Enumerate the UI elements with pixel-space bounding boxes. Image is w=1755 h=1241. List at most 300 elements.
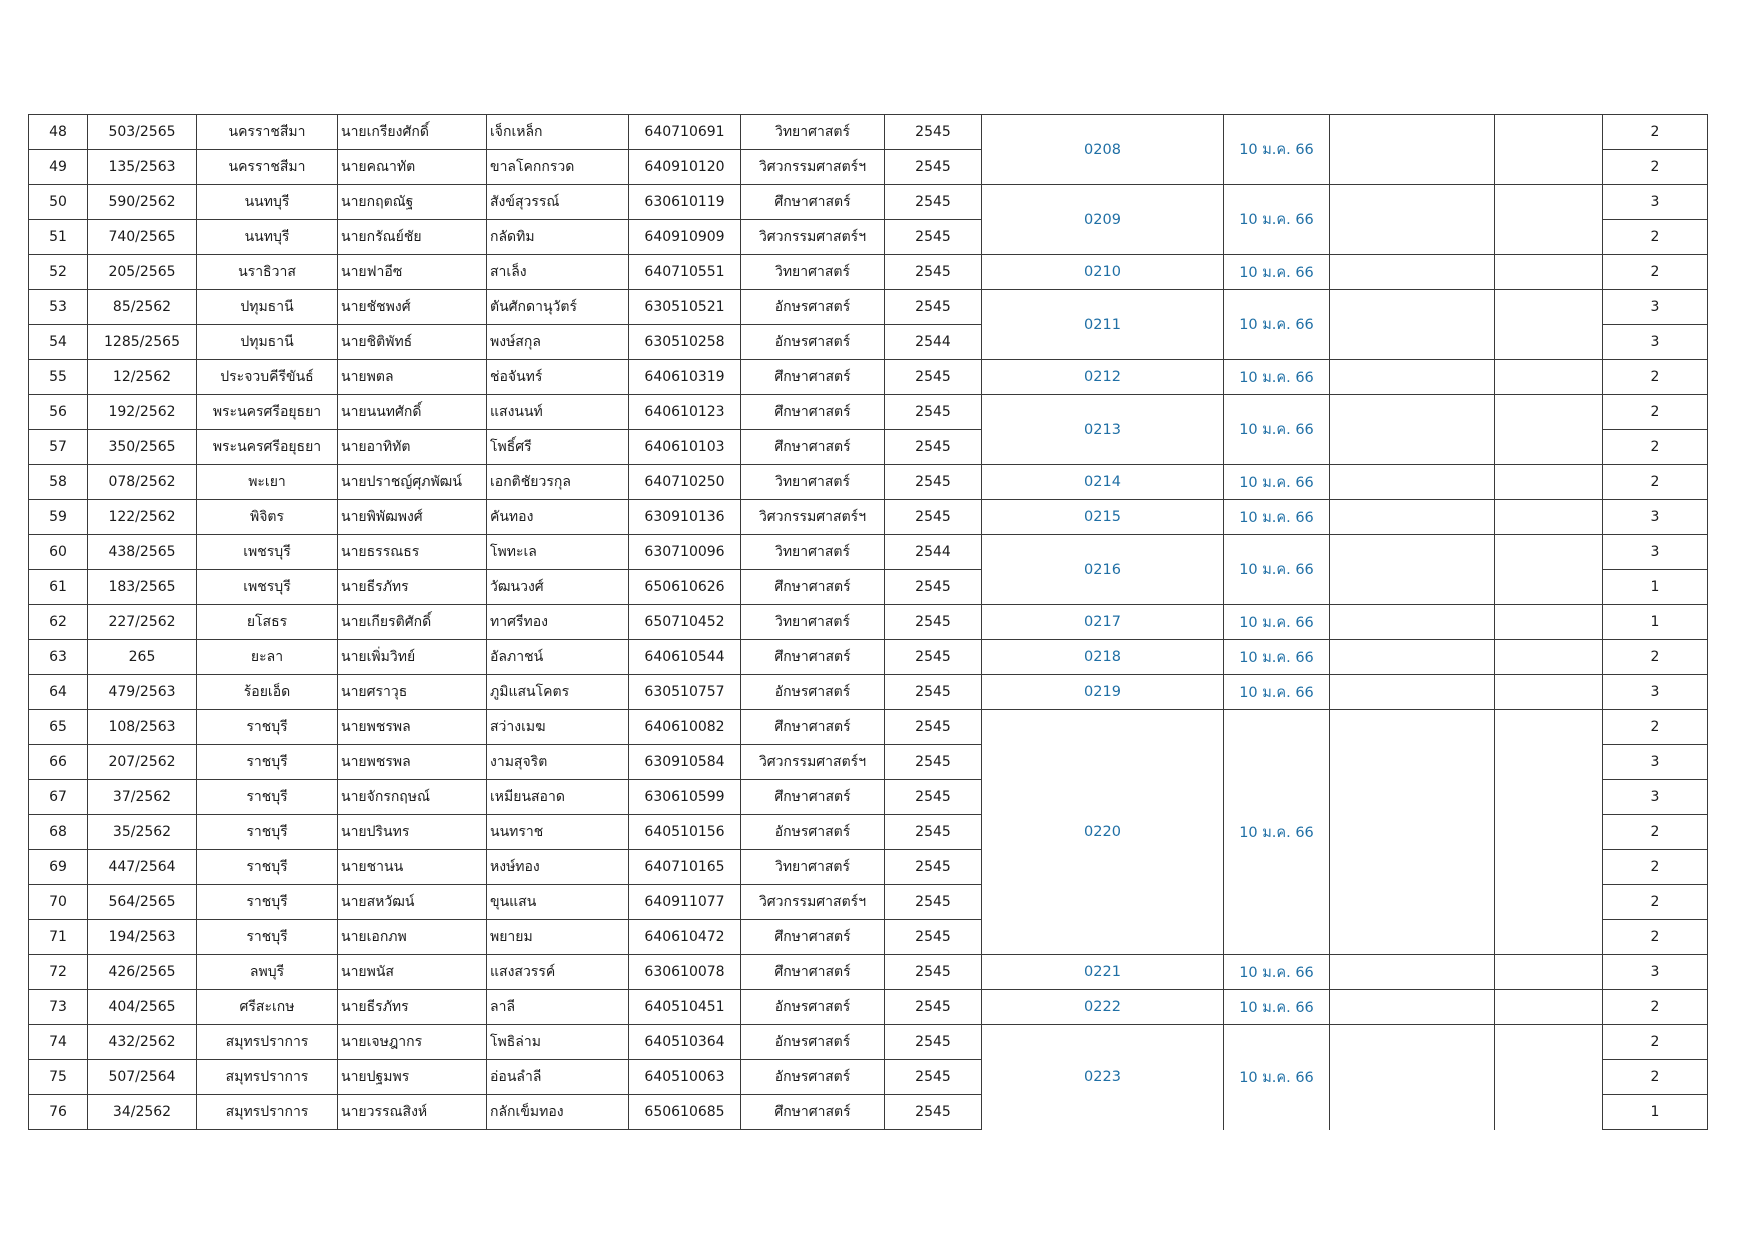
row-number-cell: 68 [29,815,88,850]
credit-cell: 3 [1603,290,1708,325]
blank-cell-a [1330,535,1495,605]
group-date-cell: 10 ม.ค. 66 [1224,675,1330,710]
group-date-cell: 10 ม.ค. 66 [1224,395,1330,465]
student-id-cell: 640710165 [629,850,741,885]
first-name-cell: นายปราชญ์ศุภพัฒน์ [338,465,487,500]
row-number-cell: 55 [29,360,88,395]
reference-number-cell: 35/2562 [88,815,197,850]
blank-cell-b [1495,500,1603,535]
row-number-cell: 73 [29,990,88,1025]
reference-number-cell: 590/2562 [88,185,197,220]
student-id-cell: 640910909 [629,220,741,255]
province-cell: เพชรบุรี [197,535,338,570]
last-name-cell: ขุนแสน [487,885,629,920]
first-name-cell: นายธรรณธร [338,535,487,570]
row-number-cell: 74 [29,1025,88,1060]
group-date-cell: 10 ม.ค. 66 [1224,500,1330,535]
province-cell: ราชบุรี [197,885,338,920]
province-cell: ราชบุรี [197,745,338,780]
group-date-cell: 10 ม.ค. 66 [1224,640,1330,675]
blank-cell-a [1330,955,1495,990]
student-id-cell: 650710452 [629,605,741,640]
faculty-cell: ศึกษาศาสตร์ [741,640,885,675]
last-name-cell: ขาลโคกกรวด [487,150,629,185]
row-number-cell: 59 [29,500,88,535]
province-cell: นครราชสีมา [197,150,338,185]
group-date-cell: 10 ม.ค. 66 [1224,290,1330,360]
province-cell: สมุทรปราการ [197,1060,338,1095]
reference-number-cell: 432/2562 [88,1025,197,1060]
table-row [29,465,1708,500]
first-name-cell: นายสหวัฒน์ [338,885,487,920]
credit-cell: 1 [1603,605,1708,640]
reference-number-cell: 350/2565 [88,430,197,465]
student-id-cell: 640510451 [629,990,741,1025]
birth-year-cell: 2545 [885,570,982,605]
province-cell: นราธิวาส [197,255,338,290]
group-code-cell: 0222 [982,990,1224,1025]
student-id-cell: 640910120 [629,150,741,185]
faculty-cell: ศึกษาศาสตร์ [741,395,885,430]
reference-number-cell: 37/2562 [88,780,197,815]
credit-cell: 3 [1603,955,1708,990]
row-number-cell: 52 [29,255,88,290]
row-number-cell: 58 [29,465,88,500]
row-number-cell: 67 [29,780,88,815]
group-date-cell: 10 ม.ค. 66 [1224,255,1330,290]
blank-cell-a [1330,395,1495,465]
birth-year-cell: 2545 [885,150,982,185]
province-cell: สมุทรปราการ [197,1095,338,1130]
province-cell: สมุทรปราการ [197,1025,338,1060]
last-name-cell: ตันศักดานุวัตร์ [487,290,629,325]
credit-cell: 2 [1603,150,1708,185]
reference-number-cell: 503/2565 [88,115,197,150]
birth-year-cell: 2545 [885,185,982,220]
birth-year-cell: 2545 [885,220,982,255]
province-cell: ศรีสะเกษ [197,990,338,1025]
credit-cell: 1 [1603,1095,1708,1130]
first-name-cell: นายเกียรติศักดิ์ [338,605,487,640]
student-roster-table [28,114,1708,1130]
faculty-cell: วิศวกรรมศาสตร์ฯ [741,885,885,920]
blank-cell-a [1330,115,1495,185]
blank-cell-b [1495,290,1603,360]
province-cell: ยโสธร [197,605,338,640]
birth-year-cell: 2545 [885,780,982,815]
blank-cell-b [1495,710,1603,955]
row-number-cell: 63 [29,640,88,675]
student-id-cell: 630610599 [629,780,741,815]
first-name-cell: นายเกรียงศักดิ์ [338,115,487,150]
faculty-cell: วิทยาศาสตร์ [741,605,885,640]
blank-cell-a [1330,710,1495,955]
student-id-cell: 640510063 [629,1060,741,1095]
blank-cell-a [1330,255,1495,290]
province-cell: ราชบุรี [197,920,338,955]
group-code-cell: 0208 [982,115,1224,185]
first-name-cell: นายชานน [338,850,487,885]
table-row [29,1025,1708,1060]
birth-year-cell: 2544 [885,325,982,360]
table-row [29,675,1708,710]
credit-cell: 3 [1603,535,1708,570]
row-number-cell: 76 [29,1095,88,1130]
reference-number-cell: 34/2562 [88,1095,197,1130]
reference-number-cell: 564/2565 [88,885,197,920]
birth-year-cell: 2545 [885,500,982,535]
group-code-cell: 0220 [982,710,1224,955]
birth-year-cell: 2545 [885,1025,982,1060]
student-id-cell: 640911077 [629,885,741,920]
last-name-cell: สว่างเมฆ [487,710,629,745]
first-name-cell: นายปรินทร [338,815,487,850]
first-name-cell: นายคณาทัต [338,150,487,185]
first-name-cell: นายธีรภัทร [338,990,487,1025]
blank-cell-b [1495,605,1603,640]
student-id-cell: 640610319 [629,360,741,395]
row-number-cell: 72 [29,955,88,990]
credit-cell: 2 [1603,465,1708,500]
province-cell: ลพบุรี [197,955,338,990]
first-name-cell: นายวรรณสิงห์ [338,1095,487,1130]
faculty-cell: วิทยาศาสตร์ [741,535,885,570]
blank-cell-a [1330,185,1495,255]
birth-year-cell: 2545 [885,850,982,885]
table-row [29,360,1708,395]
province-cell: ปทุมธานี [197,290,338,325]
blank-cell-b [1495,465,1603,500]
reference-number-cell: 194/2563 [88,920,197,955]
faculty-cell: อักษรศาสตร์ [741,675,885,710]
student-id-cell: 640610123 [629,395,741,430]
group-code-cell: 0212 [982,360,1224,395]
birth-year-cell: 2545 [885,885,982,920]
reference-number-cell: 122/2562 [88,500,197,535]
faculty-cell: วิทยาศาสตร์ [741,850,885,885]
faculty-cell: อักษรศาสตร์ [741,990,885,1025]
birth-year-cell: 2545 [885,290,982,325]
student-id-cell: 630510521 [629,290,741,325]
last-name-cell: เจ็กเหล็ก [487,115,629,150]
first-name-cell: นายเอกภพ [338,920,487,955]
reference-number-cell: 207/2562 [88,745,197,780]
credit-cell: 1 [1603,570,1708,605]
credit-cell: 3 [1603,325,1708,360]
faculty-cell: ศึกษาศาสตร์ [741,1095,885,1130]
faculty-cell: ศึกษาศาสตร์ [741,710,885,745]
province-cell: พิจิตร [197,500,338,535]
faculty-cell: วิศวกรรมศาสตร์ฯ [741,745,885,780]
first-name-cell: นายพิพัฒพงศ์ [338,500,487,535]
table-row [29,115,1708,150]
blank-cell-b [1495,360,1603,395]
credit-cell: 2 [1603,255,1708,290]
credit-cell: 2 [1603,885,1708,920]
group-code-cell: 0213 [982,395,1224,465]
last-name-cell: เหมียนสอาด [487,780,629,815]
province-cell: ราชบุรี [197,850,338,885]
blank-cell-b [1495,535,1603,605]
first-name-cell: นายพชรพล [338,745,487,780]
credit-cell: 2 [1603,430,1708,465]
student-id-cell: 640710250 [629,465,741,500]
reference-number-cell: 507/2564 [88,1060,197,1095]
reference-number-cell: 404/2565 [88,990,197,1025]
first-name-cell: นายธีรภัทร [338,570,487,605]
blank-cell-b [1495,955,1603,990]
first-name-cell: นายพชรพล [338,710,487,745]
birth-year-cell: 2545 [885,360,982,395]
faculty-cell: วิศวกรรมศาสตร์ฯ [741,150,885,185]
faculty-cell: วิศวกรรมศาสตร์ฯ [741,500,885,535]
province-cell: นครราชสีมา [197,115,338,150]
first-name-cell: นายเจษฎากร [338,1025,487,1060]
table-row [29,185,1708,220]
last-name-cell: โพธิล่าม [487,1025,629,1060]
faculty-cell: วิทยาศาสตร์ [741,115,885,150]
row-number-cell: 61 [29,570,88,605]
birth-year-cell: 2545 [885,255,982,290]
credit-cell: 2 [1603,220,1708,255]
last-name-cell: กลัดทิม [487,220,629,255]
group-date-cell: 10 ม.ค. 66 [1224,955,1330,990]
last-name-cell: โพทะเล [487,535,629,570]
blank-cell-a [1330,605,1495,640]
blank-cell-a [1330,465,1495,500]
student-id-cell: 650610626 [629,570,741,605]
province-cell: ยะลา [197,640,338,675]
province-cell: นนทบุรี [197,220,338,255]
group-date-cell: 10 ม.ค. 66 [1224,360,1330,395]
blank-cell-b [1495,395,1603,465]
table-row [29,955,1708,990]
roster-body [29,115,1708,1130]
table-row [29,255,1708,290]
student-id-cell: 630910584 [629,745,741,780]
group-code-cell: 0214 [982,465,1224,500]
reference-number-cell: 479/2563 [88,675,197,710]
first-name-cell: นายกฤตณัฐ [338,185,487,220]
last-name-cell: พงษ์สกุล [487,325,629,360]
blank-cell-b [1495,640,1603,675]
credit-cell: 3 [1603,185,1708,220]
birth-year-cell: 2545 [885,1060,982,1095]
province-cell: ปทุมธานี [197,325,338,360]
student-id-cell: 640710551 [629,255,741,290]
province-cell: ราชบุรี [197,710,338,745]
birth-year-cell: 2545 [885,920,982,955]
province-cell: พะเยา [197,465,338,500]
row-number-cell: 66 [29,745,88,780]
table-row [29,605,1708,640]
first-name-cell: นายพนัส [338,955,487,990]
last-name-cell: สังข์สุวรรณ์ [487,185,629,220]
blank-cell-a [1330,990,1495,1025]
student-id-cell: 640510364 [629,1025,741,1060]
faculty-cell: ศึกษาศาสตร์ [741,955,885,990]
row-number-cell: 71 [29,920,88,955]
table-row [29,990,1708,1025]
faculty-cell: วิทยาศาสตร์ [741,255,885,290]
blank-cell-a [1330,500,1495,535]
credit-cell: 3 [1603,745,1708,780]
credit-cell: 2 [1603,1060,1708,1095]
credit-cell: 2 [1603,1025,1708,1060]
student-id-cell: 640610082 [629,710,741,745]
blank-cell-b [1495,675,1603,710]
group-code-cell: 0210 [982,255,1224,290]
birth-year-cell: 2545 [885,815,982,850]
reference-number-cell: 265 [88,640,197,675]
first-name-cell: นายเพิ่มวิทย์ [338,640,487,675]
birth-year-cell: 2545 [885,605,982,640]
faculty-cell: อักษรศาสตร์ [741,1025,885,1060]
row-number-cell: 50 [29,185,88,220]
reference-number-cell: 740/2565 [88,220,197,255]
blank-cell-a [1330,675,1495,710]
group-date-cell: 10 ม.ค. 66 [1224,115,1330,185]
table-row [29,395,1708,430]
table-row [29,640,1708,675]
birth-year-cell: 2545 [885,640,982,675]
faculty-cell: วิทยาศาสตร์ [741,465,885,500]
group-code-cell: 0217 [982,605,1224,640]
birth-year-cell: 2545 [885,395,982,430]
credit-cell: 3 [1603,500,1708,535]
birth-year-cell: 2545 [885,1095,982,1130]
blank-cell-b [1495,115,1603,185]
student-id-cell: 640510156 [629,815,741,850]
birth-year-cell: 2545 [885,115,982,150]
first-name-cell: นายชัชพงศ์ [338,290,487,325]
group-date-cell: 10 ม.ค. 66 [1224,990,1330,1025]
credit-cell: 3 [1603,675,1708,710]
group-date-cell: 10 ม.ค. 66 [1224,605,1330,640]
credit-cell: 2 [1603,920,1708,955]
first-name-cell: นายพตล [338,360,487,395]
first-name-cell: นายอาทิทัต [338,430,487,465]
reference-number-cell: 426/2565 [88,955,197,990]
blank-cell-b [1495,255,1603,290]
last-name-cell: เอกติชัยวรกุล [487,465,629,500]
first-name-cell: นายกรัณย์ชัย [338,220,487,255]
student-id-cell: 630610119 [629,185,741,220]
row-number-cell: 69 [29,850,88,885]
last-name-cell: กลักเข็มทอง [487,1095,629,1130]
row-number-cell: 51 [29,220,88,255]
group-date-cell: 10 ม.ค. 66 [1224,185,1330,255]
reference-number-cell: 078/2562 [88,465,197,500]
last-name-cell: นนทราช [487,815,629,850]
group-code-cell: 0219 [982,675,1224,710]
student-id-cell: 630610078 [629,955,741,990]
group-code-cell: 0221 [982,955,1224,990]
faculty-cell: อักษรศาสตร์ [741,325,885,360]
last-name-cell: งามสุจริต [487,745,629,780]
last-name-cell: พยายม [487,920,629,955]
credit-cell: 2 [1603,850,1708,885]
student-id-cell: 640710691 [629,115,741,150]
reference-number-cell: 108/2563 [88,710,197,745]
faculty-cell: ศึกษาศาสตร์ [741,920,885,955]
row-number-cell: 54 [29,325,88,360]
table-row [29,290,1708,325]
province-cell: พระนครศรีอยุธยา [197,395,338,430]
birth-year-cell: 2545 [885,710,982,745]
province-cell: ราชบุรี [197,780,338,815]
group-date-cell: 10 ม.ค. 66 [1224,465,1330,500]
credit-cell: 2 [1603,395,1708,430]
last-name-cell: อ่อนลำลี [487,1060,629,1095]
reference-number-cell: 205/2565 [88,255,197,290]
group-code-cell: 0211 [982,290,1224,360]
last-name-cell: แสงนนท์ [487,395,629,430]
last-name-cell: อัลภาชน์ [487,640,629,675]
row-number-cell: 64 [29,675,88,710]
last-name-cell: ลาลี [487,990,629,1025]
first-name-cell: นายฟาอีซ [338,255,487,290]
reference-number-cell: 227/2562 [88,605,197,640]
last-name-cell: สาเล็ง [487,255,629,290]
faculty-cell: ศึกษาศาสตร์ [741,360,885,395]
blank-cell-a [1330,290,1495,360]
last-name-cell: แสงสวรรค์ [487,955,629,990]
row-number-cell: 57 [29,430,88,465]
first-name-cell: นายชิติพัทธ์ [338,325,487,360]
table-row [29,710,1708,745]
first-name-cell: นายศราวุธ [338,675,487,710]
row-number-cell: 48 [29,115,88,150]
student-id-cell: 630510258 [629,325,741,360]
group-date-cell: 10 ม.ค. 66 [1224,535,1330,605]
row-number-cell: 56 [29,395,88,430]
birth-year-cell: 2545 [885,465,982,500]
faculty-cell: อักษรศาสตร์ [741,1060,885,1095]
student-id-cell: 640610472 [629,920,741,955]
faculty-cell: อักษรศาสตร์ [741,290,885,325]
last-name-cell: ทาศรีทอง [487,605,629,640]
faculty-cell: ศึกษาศาสตร์ [741,430,885,465]
birth-year-cell: 2545 [885,430,982,465]
group-date-cell: 10 ม.ค. 66 [1224,1025,1330,1130]
province-cell: ราชบุรี [197,815,338,850]
credit-cell: 3 [1603,780,1708,815]
birth-year-cell: 2545 [885,990,982,1025]
blank-cell-b [1495,185,1603,255]
group-code-cell: 0215 [982,500,1224,535]
reference-number-cell: 12/2562 [88,360,197,395]
blank-cell-b [1495,990,1603,1025]
first-name-cell: นายปฐมพร [338,1060,487,1095]
birth-year-cell: 2545 [885,955,982,990]
student-id-cell: 630710096 [629,535,741,570]
reference-number-cell: 447/2564 [88,850,197,885]
student-id-cell: 630910136 [629,500,741,535]
faculty-cell: อักษรศาสตร์ [741,815,885,850]
row-number-cell: 60 [29,535,88,570]
row-number-cell: 49 [29,150,88,185]
student-id-cell: 630510757 [629,675,741,710]
faculty-cell: วิศวกรรมศาสตร์ฯ [741,220,885,255]
faculty-cell: ศึกษาศาสตร์ [741,185,885,220]
group-code-cell: 0218 [982,640,1224,675]
group-date-cell: 10 ม.ค. 66 [1224,710,1330,955]
province-cell: พระนครศรีอยุธยา [197,430,338,465]
group-code-cell: 0216 [982,535,1224,605]
row-number-cell: 70 [29,885,88,920]
student-id-cell: 650610685 [629,1095,741,1130]
